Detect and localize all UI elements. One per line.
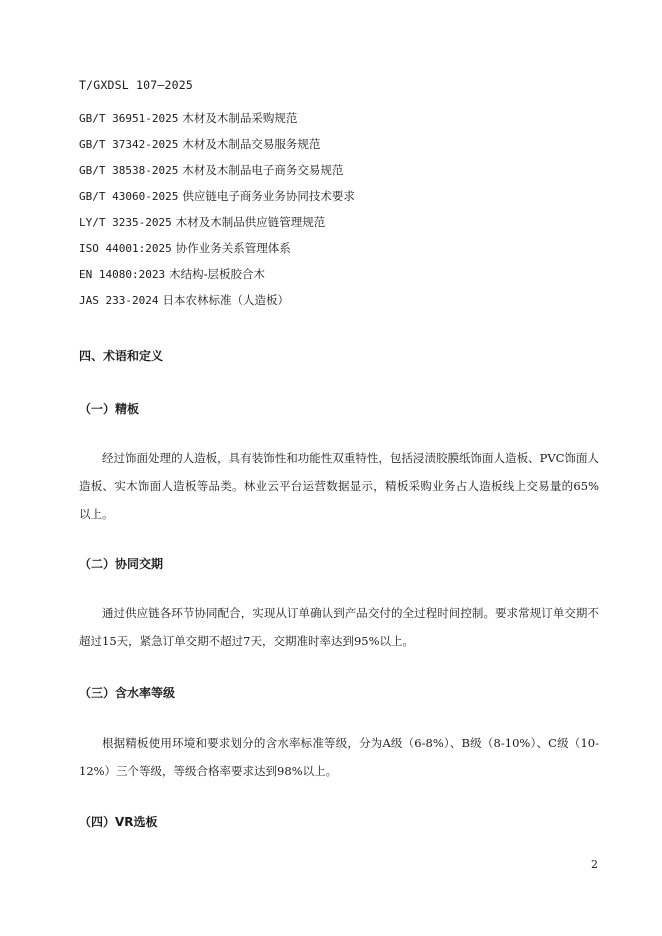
reference-code: EN 14080:2023 (79, 268, 166, 281)
page-number: 2 (591, 858, 598, 871)
term-definition: 经过饰面处理的人造板，具有装饰性和功能性双重特性，包括浸渍胶膜纸饰面人造板、PVC饰面人造板、实木饰面人造板等品类。林业云平台运营数据显示，精板采购业务占人造板线上交易量的65%以上。 (79, 451, 599, 521)
term-definition: 通过供应链各环节协同配合，实现从订单确认到产品交付的全过程时间控制。要求常规订单交期不超过15天，紧急订单交期不超过7天，交期准时率达到95%以上。 (79, 606, 599, 648)
term-definition: 根据精板使用环境和要求划分的含水率标准等级，分为A级（6-8%）、B级（8-10%）、C级（10-12%）三个等级，等级合格率要求达到98%以上。 (79, 736, 599, 778)
reference-title: 日本农林标准（人造板） (162, 293, 289, 307)
normative-references-list (79, 111, 355, 319)
reference-title: 木材及木制品交易服务规范 (182, 137, 321, 151)
reference-title: 木材及木制品供应链管理规范 (175, 215, 326, 229)
reference-item (79, 137, 355, 163)
reference-title: 协作业务关系管理体系 (175, 241, 291, 255)
reference-item (79, 189, 355, 215)
document-code: T/GXDSL 107—2025 (79, 78, 193, 92)
reference-code: LY/T 3235-2025 (79, 216, 172, 229)
term-heading: （二）协同交期 (79, 557, 164, 571)
reference-title: 供应链电子商务业务协同技术要求 (182, 189, 355, 203)
reference-code: JAS 233-2024 (79, 294, 159, 307)
term-heading: （四）VR选板 (79, 815, 158, 829)
reference-title: 木结构-层板胶合木 (169, 267, 265, 281)
reference-title: 木材及木制品采购规范 (182, 111, 298, 125)
reference-item (79, 293, 355, 319)
reference-item (79, 111, 355, 137)
reference-title: 木材及木制品电子商务交易规范 (182, 163, 344, 177)
reference-code: GB/T 37342-2025 (79, 138, 179, 151)
reference-code: GB/T 36951-2025 (79, 112, 179, 125)
reference-item (79, 215, 355, 241)
term-heading: （一）精板 (79, 402, 140, 416)
reference-code: GB/T 38538-2025 (79, 164, 179, 177)
reference-item (79, 241, 355, 267)
reference-code: GB/T 43060-2025 (79, 190, 179, 203)
reference-item (79, 267, 355, 293)
reference-item (79, 163, 355, 189)
term-heading: （三）含水率等级 (79, 686, 176, 700)
reference-code: ISO 44001:2025 (79, 242, 172, 255)
section-heading: 四、术语和定义 (79, 349, 164, 363)
